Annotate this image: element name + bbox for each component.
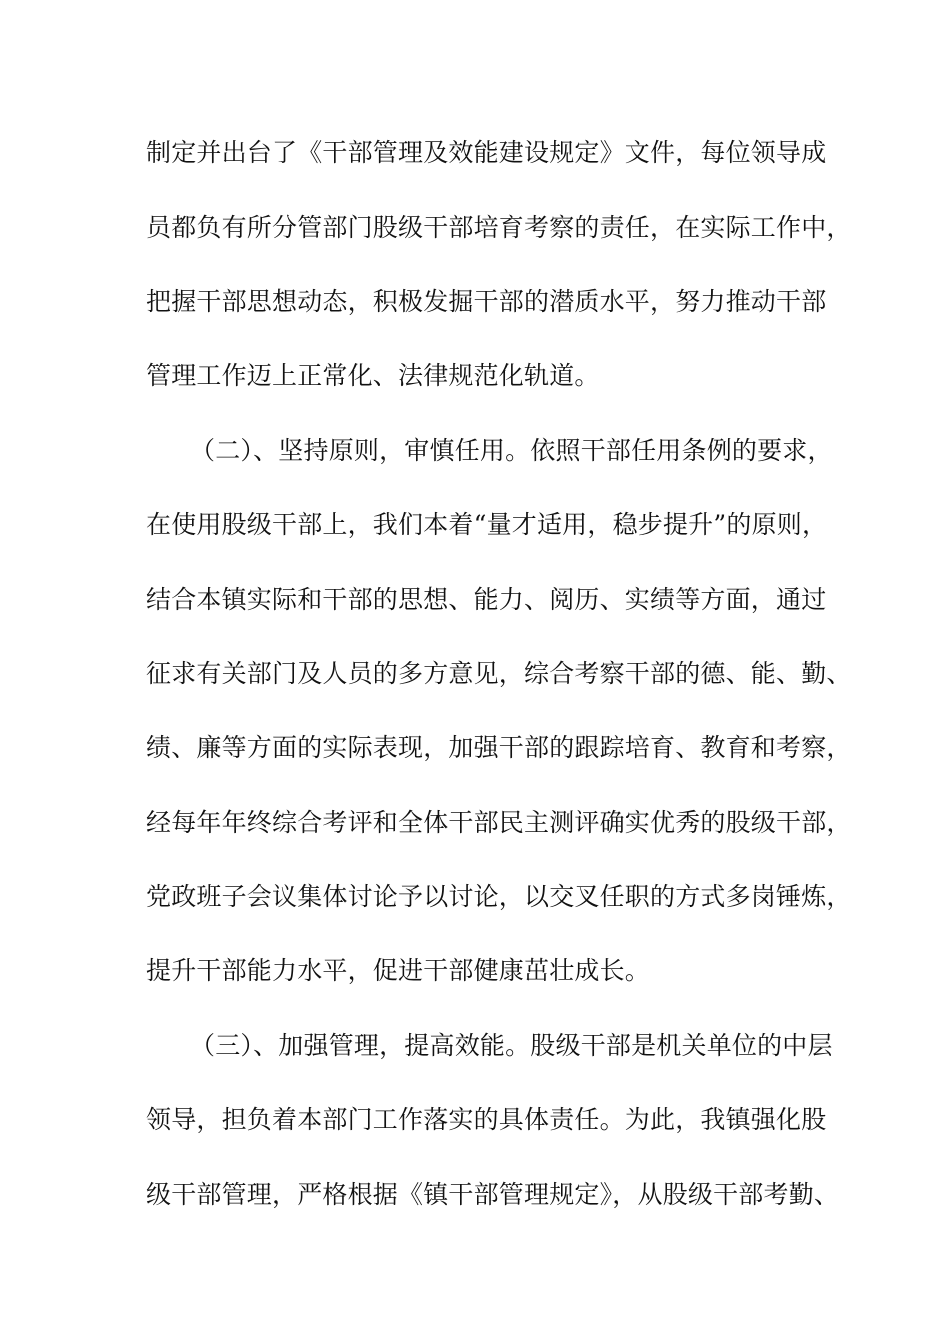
text-line: 绩、廉等方面的实际表现，加强干部的跟踪培育、教育和考察， bbox=[146, 733, 852, 762]
text-line: 征求有关部门及人员的多方意见，综合考察干部的德、能、勤、 bbox=[146, 659, 852, 688]
text-line: 结合本镇实际和干部的思想、能力、阅历、实绩等方面，通过 bbox=[146, 585, 827, 614]
text-line: 领导，担负着本部门工作落实的具体责任。为此，我镇强化股 bbox=[146, 1105, 827, 1134]
text-line: 在使用股级干部上，我们本着“量才适用，稳步提升”的原则， bbox=[146, 510, 828, 539]
text-line: 制定并出台了《干部管理及效能建设规定》文件，每位领导成 bbox=[146, 138, 827, 167]
text-line: 党政班子会议集体讨论予以讨论，以交叉任职的方式多岗锤炼， bbox=[146, 882, 852, 911]
text-line: 员都负有所分管部门股级干部培育考察的责任，在实际工作中， bbox=[146, 213, 852, 242]
text-line: （三）、加强管理，提高效能。股级干部是机关单位的中层 bbox=[190, 1031, 833, 1060]
text-line: 把握干部思想动态，积极发掘干部的潜质水平，努力推动干部 bbox=[146, 287, 827, 316]
text-line: 管理工作迈上正常化、法律规范化轨道。 bbox=[146, 361, 600, 390]
text-line: 级干部管理，严格根据《镇干部管理规定》，从股级干部考勤、 bbox=[146, 1180, 840, 1209]
text-line: （二）、坚持原则，审慎任用。依照干部任用条例的要求， bbox=[190, 436, 833, 465]
text-line: 提升干部能力水平，促进干部健康茁壮成长。 bbox=[146, 956, 651, 985]
text-line: 经每年年终综合考评和全体干部民主测评确实优秀的股级干部， bbox=[146, 808, 852, 837]
